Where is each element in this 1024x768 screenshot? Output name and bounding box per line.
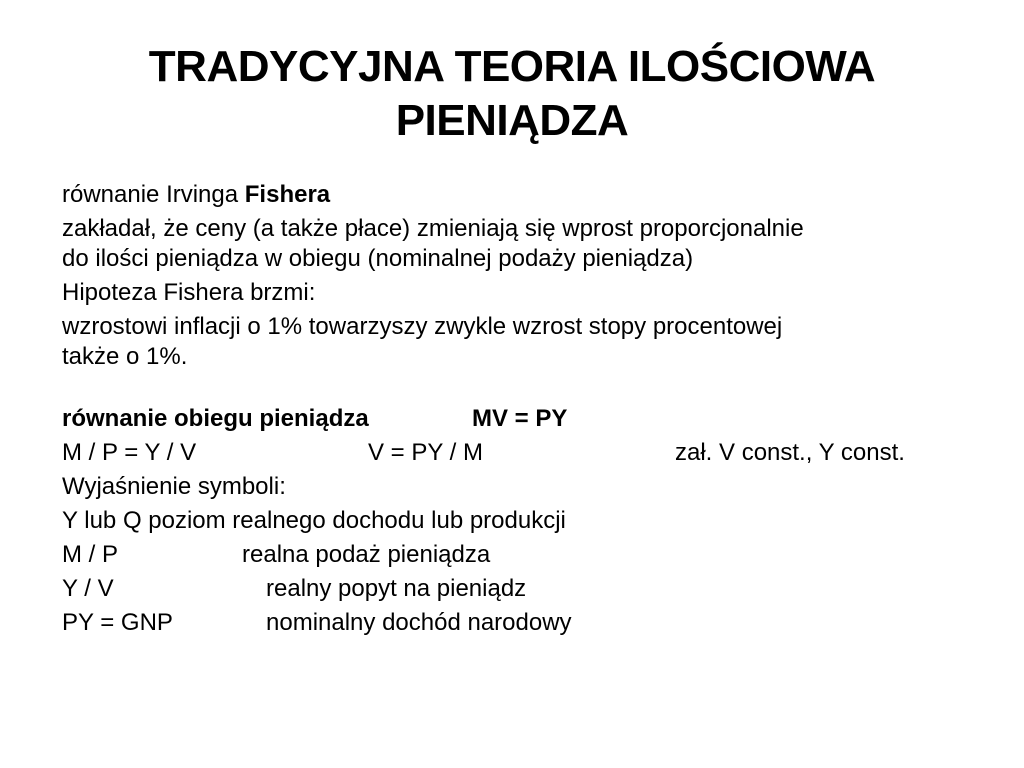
symbol-row-mp [62, 540, 962, 570]
formula-assumptions: zał. V const., Y const. [675, 439, 905, 466]
circulation-equation-formula: MV = PY [472, 405, 568, 432]
hypothesis-paragraph [62, 312, 962, 372]
fisher-name: Fishera [244, 181, 331, 208]
slide-title [40, 40, 984, 148]
title-line-1: TRADYCYJNA TEORIA ILOŚCIOWA [148, 42, 876, 91]
symbol-row-yv [62, 574, 962, 604]
fisher-equation-line [62, 180, 962, 210]
formula-row [62, 438, 962, 468]
hypothesis-line-2: także o 1%. [62, 343, 188, 370]
fisher-equation-prefix: równanie Irvinga [62, 181, 245, 208]
circulation-equation-row [62, 404, 962, 434]
formula-v: V = PY / M [368, 439, 483, 466]
symbol-meaning: nominalny dochód narodowy [266, 609, 572, 636]
symbol: Y / V [62, 575, 114, 602]
spacer [62, 376, 962, 404]
symbol-meaning: realna podaż pieniądza [242, 541, 491, 568]
symbol-row-gnp [62, 608, 962, 638]
circulation-equation-label: równanie obiegu pieniądza [62, 405, 369, 432]
hypothesis-line-1: wzrostowi inflacji o 1% towarzyszy zwykle wzrost stopy procentowej [62, 313, 783, 340]
assumption-paragraph [62, 214, 962, 274]
title-line-2: PIENIĄDZA [395, 96, 629, 145]
formula-mp: M / P = Y / V [62, 439, 197, 466]
symbol: PY = GNP [62, 609, 173, 636]
assumption-line-2: do ilości pieniądza w obiegu (nominalnej podaży pieniądza) [62, 245, 694, 272]
hypothesis-intro: Hipoteza Fishera brzmi: [62, 279, 316, 306]
symbol-yq: Y lub Q poziom realnego dochodu lub produkcji [62, 507, 566, 534]
symbols-intro: Wyjaśnienie symboli: [62, 473, 286, 500]
slide-body [62, 180, 962, 642]
assumption-line-1: zakładał, że ceny (a także płace) zmieniają się wprost proporcjonalnie [62, 215, 804, 242]
symbol: M / P [62, 541, 119, 568]
symbol-meaning: realny popyt na pieniądz [266, 575, 527, 602]
